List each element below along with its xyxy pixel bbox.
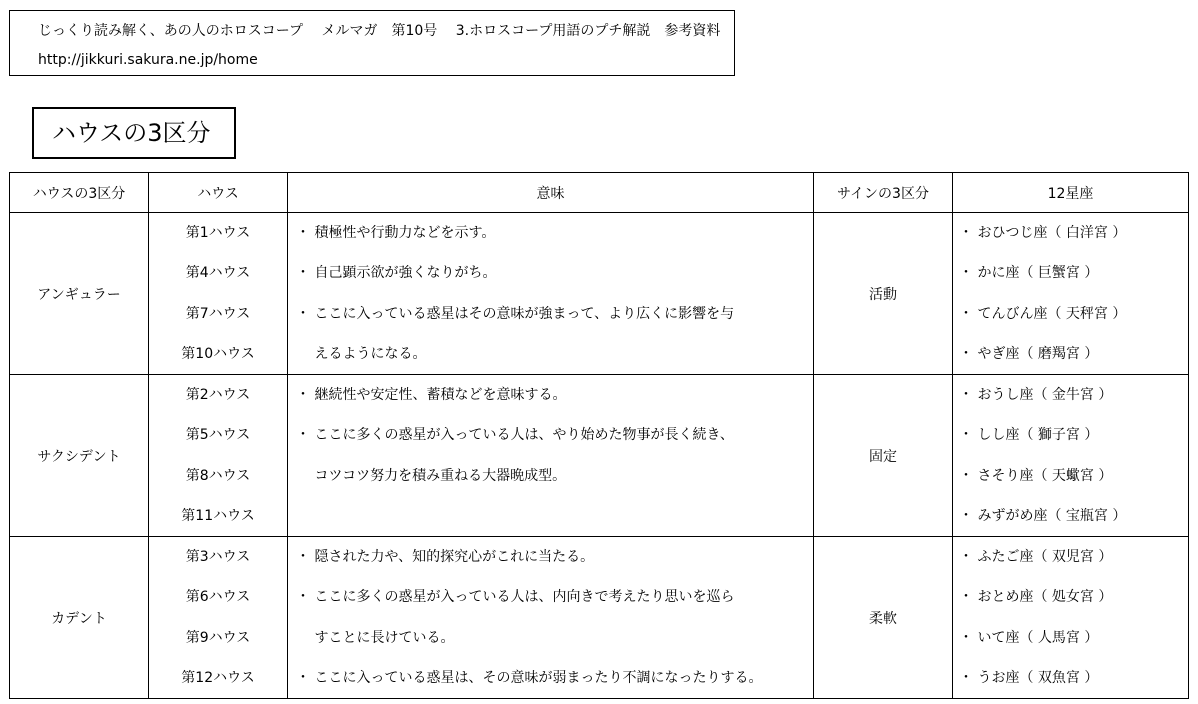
- meaning-line: すことに長けている。: [296, 629, 455, 646]
- house-group-cell: サクシデント: [10, 375, 149, 537]
- zodiac-item: ・ いて座（ 人馬宮 ）: [959, 629, 1099, 646]
- house-item: 第1ハウス: [185, 225, 251, 241]
- header-title: じっくり読み解く、あの人のホロスコープ メルマガ 第10号 3.ホロスコープ用語のプチ解説 参考資料: [38, 23, 721, 39]
- meaning-line: ・ 積極性や行動力などを示す。: [296, 225, 496, 241]
- zodiac-item: ・ しし座（ 獅子宮 ）: [959, 427, 1099, 444]
- zodiac-item: ・ かに座（ 巨蟹宮 ）: [959, 265, 1099, 282]
- meaning-cell: [288, 375, 814, 537]
- table-header-row: [10, 173, 1189, 213]
- column-header: 12星座: [953, 173, 1189, 213]
- house-item: 第11ハウス: [181, 507, 255, 524]
- meaning-cell: [288, 537, 814, 699]
- zodiac-item: ・ おうし座（ 金牛宮 ）: [959, 387, 1113, 403]
- zodiac-item: ・ おひつじ座（ 白洋宮 ）: [959, 225, 1127, 241]
- zodiac-item: ・ うお座（ 双魚宮 ）: [959, 669, 1099, 686]
- zodiac-cell: [953, 375, 1189, 537]
- zodiac-item: ・ やぎ座（ 磨羯宮 ）: [959, 345, 1099, 362]
- zodiac-cell: [953, 213, 1189, 375]
- meaning-cell: [288, 213, 814, 375]
- zodiac-item: ・ みずがめ座（ 宝瓶宮 ）: [959, 507, 1127, 524]
- meaning-line: ・ ここに多くの惑星が入っている人は、やり始めた物事が長く続き、: [296, 427, 734, 444]
- meaning-line: えるようになる。: [296, 345, 427, 362]
- houses-cell: [149, 537, 288, 699]
- house-item: 第3ハウス: [185, 549, 251, 565]
- meaning-line: [288, 496, 813, 536]
- houses-cell: [149, 375, 288, 537]
- column-header: サインの3区分: [814, 173, 953, 213]
- meaning-line: コツコツ努力を積み重ねる大器晩成型。: [296, 467, 567, 484]
- house-item: 第2ハウス: [185, 387, 251, 403]
- meaning-line: ・ ここに入っている惑星は、その意味が弱まったり不調になったりする。: [296, 669, 763, 686]
- zodiac-item: ・ おとめ座（ 処女宮 ）: [959, 589, 1113, 606]
- house-item: 第5ハウス: [185, 427, 251, 444]
- house-item: 第7ハウス: [185, 305, 251, 322]
- meaning-line: ・ 自己顕示欲が強くなりがち。: [296, 265, 497, 282]
- houses-cell: [149, 213, 288, 375]
- house-group-cell: カデント: [10, 537, 149, 699]
- meaning-line: ・ 隠された力や、知的探究心がこれに当たる。: [296, 549, 595, 565]
- column-header: ハウスの3区分: [10, 173, 149, 213]
- sign-mode-cell: 固定: [814, 375, 953, 537]
- house-item: 第12ハウス: [181, 669, 255, 686]
- houses-table: [9, 172, 1189, 699]
- house-item: 第9ハウス: [185, 629, 251, 646]
- header-box: [9, 10, 735, 76]
- zodiac-item: ・ さそり座（ 天蠍宮 ）: [959, 467, 1113, 484]
- meaning-line: ・ 継続性や安定性、蓄積などを意味する。: [296, 387, 567, 403]
- column-header: 意味: [288, 173, 814, 213]
- house-item: 第8ハウス: [185, 467, 251, 484]
- house-item: 第4ハウス: [185, 265, 251, 282]
- zodiac-item: ・ てんびん座（ 天秤宮 ）: [959, 305, 1127, 322]
- header-url[interactable]: http://jikkuri.sakura.ne.jp/home: [38, 52, 258, 68]
- table-row: [10, 537, 1189, 699]
- meaning-line: ・ ここに入っている惑星はその意味が強まって、より広くに影響を与: [296, 305, 735, 322]
- table-row: [10, 375, 1189, 537]
- zodiac-item: ・ ふたご座（ 双児宮 ）: [959, 549, 1113, 565]
- meaning-line: ・ ここに多くの惑星が入っている人は、内向きで考えたり思いを巡ら: [296, 589, 735, 606]
- house-item: 第6ハウス: [185, 589, 251, 606]
- section-title: ハウスの3区分: [32, 107, 236, 159]
- table-row: [10, 213, 1189, 375]
- zodiac-cell: [953, 537, 1189, 699]
- sign-mode-cell: 柔軟: [814, 537, 953, 699]
- column-header: ハウス: [149, 173, 288, 213]
- house-group-cell: アンギュラー: [10, 213, 149, 375]
- sign-mode-cell: 活動: [814, 213, 953, 375]
- house-item: 第10ハウス: [181, 345, 255, 362]
